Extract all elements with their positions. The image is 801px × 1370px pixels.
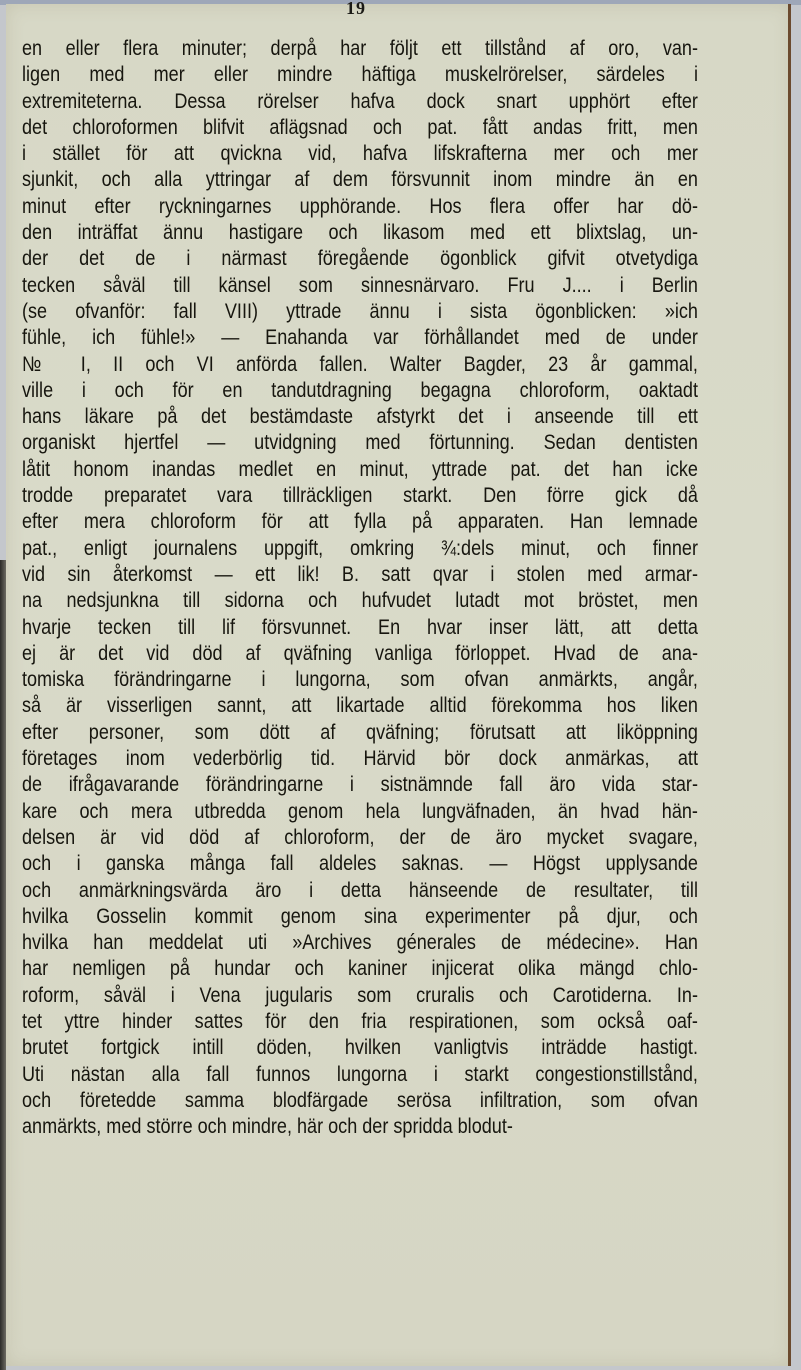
text-line: ligen med mer eller mindre häftiga muskelrörelser, särdeles i <box>22 63 698 87</box>
text-line: en eller flera minuter; derpå har följt ett tillstånd af oro, van- <box>22 37 698 60</box>
text-line: tet yttre hinder sattes för den fria respirationen, som också oaf- <box>22 1009 698 1033</box>
text-line: så är visserligen sannt, att likartade alltid förekomma hos liken <box>22 694 698 718</box>
page-number: 19 <box>346 0 366 18</box>
text-line: hvilka han meddelat uti »Archives génerales de médecine». Han <box>22 931 698 955</box>
text-line: roform, såväl i Vena jugularis som cruralis och Carotiderna. In- <box>22 983 698 1007</box>
text-line: hvilka Gosselin kommit genom sina experimenter på djur, och <box>22 904 698 928</box>
text-line: efter personer, som dött af qväfning; förutsatt att liköppning <box>22 720 698 744</box>
text-line: tomiska förändringarne i lungorna, som ofvan anmärkts, angår, <box>22 668 698 692</box>
text-line: det chloroformen blifvit aflägsnad och pat. fått andas fritt, men <box>22 115 698 139</box>
text-line: låtit honom inandas medlet en minut, yttrade pat. det han icke <box>22 457 698 481</box>
text-line: Uti nästan alla fall funnos lungorna i starkt congestionstillstånd, <box>22 1062 698 1086</box>
page-edge-right <box>788 4 791 1366</box>
page-edge-left <box>0 560 6 1370</box>
text-line: extremiteterna. Dessa rörelser hafva dock snart upphört efter <box>22 89 698 113</box>
text-line: der det de i närmast föregående ögonblick gifvit otvetydiga <box>22 247 698 271</box>
text-line: pat., enligt journalens uppgift, omkring ¾:dels minut, och finner <box>22 536 698 560</box>
text-line: kare och mera utbredda genom hela lungväfnaden, än hvad hän- <box>22 799 698 823</box>
text-line: na nedsjunkna till sidorna och hufvudet lutadt mot bröstet, men <box>22 589 698 613</box>
text-line: trodde preparatet vara tillräckligen starkt. Den förre gick då <box>22 484 698 508</box>
text-line: har nemligen på hundar och kaniner injicerat olika mängd chlo- <box>22 957 698 981</box>
text-line: och anmärkningsvärda äro i detta hänseende de resultater, till <box>22 878 698 902</box>
text-line: och i ganska många fall aldeles saknas. — Högst upplysande <box>22 852 698 876</box>
text-line: № I, II och VI anförda fallen. Walter Bagder, 23 år gammal, <box>22 352 698 376</box>
text-line: ville i och för en tandutdragning begagna chloroform, oaktadt <box>22 378 698 402</box>
text-line: efter mera chloroform för att fylla på apparaten. Han lemnade <box>22 510 698 534</box>
text-line: organiskt hjertfel — utvidgning med förtunning. Sedan dentisten <box>22 431 698 455</box>
text-line: delsen är vid död af chloroform, der de äro mycket svagare, <box>22 825 698 849</box>
body-text <box>22 36 698 1140</box>
text-line: hans läkare på det bestämdaste afstyrkt det i anseende till ett <box>22 405 698 429</box>
text-line: de ifrågavarande förändringarne i sistnämnde fall äro vida star- <box>22 773 698 797</box>
text-line: brutet fortgick intill döden, hvilken vanligtvis inträdde hastigt. <box>22 1036 698 1060</box>
text-line: minut efter ryckningarnes upphörande. Hos flera offer har dö- <box>22 194 698 218</box>
text-line: den inträffat ännu hastigare och likasom med ett blixtslag, un- <box>22 221 698 245</box>
text-line: företages inom vederbörlig tid. Härvid bör dock anmärkas, att <box>22 747 698 771</box>
text-line: i stället för att qvickna vid, hafva lifskrafterna mer och mer <box>22 142 698 166</box>
text-line: (se ofvanför: fall VIII) yttrade ännu i sista ögonblicken: »ich <box>22 299 698 323</box>
text-line: hvarje tecken till lif försvunnet. En hvar inser lätt, att detta <box>22 615 698 639</box>
text-line: vid sin återkomst — ett lik! B. satt qvar i stolen med armar- <box>22 562 698 586</box>
text-line: ej är det vid död af qväfning vanliga förloppet. Hvad de ana- <box>22 641 698 665</box>
text-line: fühle, ich fühle!» — Enahanda var förhållandet med de under <box>22 326 698 350</box>
text-line: anmärkts, med större och mindre, här och der spridda blodut- <box>22 1115 513 1139</box>
text-line: och företedde samma blodfärgade serösa infiltration, som ofvan <box>22 1088 698 1112</box>
text-line: tecken såväl till känsel som sinnesnärvaro. Fru J.... i Berlin <box>22 273 698 297</box>
book-page <box>6 0 791 1366</box>
text-line: sjunkit, och alla yttringar af dem försvunnit inom mindre än en <box>22 168 698 192</box>
